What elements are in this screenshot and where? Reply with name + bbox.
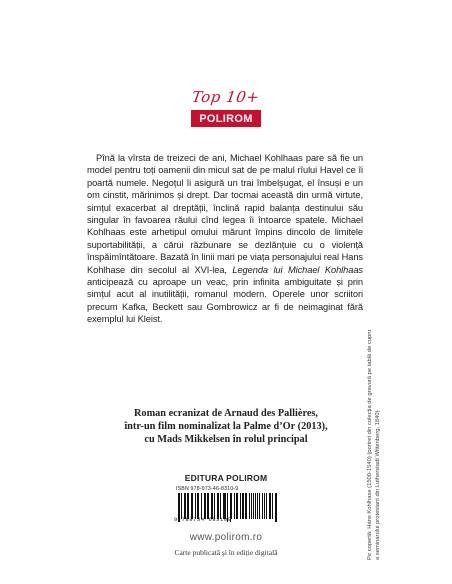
barcode-stripe [214, 493, 215, 519]
barcode-stripe [185, 493, 186, 519]
barcode-stripe [272, 493, 273, 519]
barcode-stripe [245, 493, 246, 519]
barcode-stripe [220, 493, 221, 519]
publisher-imprint: EDITURA POLIROM [184, 473, 268, 483]
barcode-stripe [192, 493, 193, 519]
barcode-stripe [224, 493, 226, 519]
barcode-stripe [259, 493, 260, 519]
barcode-digits: 9 789734 683109 [174, 517, 232, 523]
barcode-stripe [231, 493, 232, 519]
barcode-stripe [270, 493, 271, 519]
book-blurb [87, 152, 363, 326]
barcode-stripe [266, 493, 267, 519]
blurb-title-italic: Legenda lui Michael Kohlhaas [232, 264, 363, 275]
barcode-stripe [237, 493, 238, 519]
barcode-stripe [207, 493, 209, 519]
cover-credit-vertical [366, 204, 383, 560]
film-note-line-2: într-un film nominalizat la Palme d’Or (2013), [124, 420, 328, 432]
barcode-stripe [218, 493, 219, 519]
cover-credit-line-1: Pe copertă: Hans Kohlhase (1500-1540) (portret din colecția de gravură pe tablă de cupru [367, 329, 373, 560]
barcode-stripe [251, 493, 252, 519]
film-adaptation-note [80, 408, 372, 446]
blurb-text-1: Pînă la vîrsta de treizeci de ani, Michael Kohlhaas pare să fie un model pentru toți oamenii din micul sat de pe malul rîului Havel ce îi poartă numele. Negoțul îi asigură un trai îmbelșugat, el însuși e un om cinstit, mărinimos și drept. Dar tocmai această din urmă virtute, simțul exacerbat al dreptății, înclină rapid balanța destinului său singular în favoarea răului cînd legea îi întoarce spatele. Michael Kohlhaas este arhetipul omului mărunt împins dincolo de limitele suportabilității, a cărui răzbunare se dezlănțuie cu o violență înspăimîntătoare. Bazată în linii mari pe viața personajului real Hans Kohlhase din secolul al XVI-lea, [87, 153, 363, 275]
cover-credit-line-2: a seminarului protestant din Lutherstadt Wittenberg, 1840) [375, 410, 382, 560]
barcode-stripe [198, 493, 199, 519]
isbn-barcode-block [172, 486, 280, 528]
isbn-text: ISBN 978-973-46-8310-9 [176, 486, 239, 492]
barcode-stripe [195, 493, 196, 519]
barcode-icon [178, 493, 278, 519]
barcode-stripe [253, 493, 254, 519]
barcode-stripe [181, 493, 182, 519]
barcode-stripe [276, 493, 277, 522]
barcode-stripe [201, 493, 202, 519]
film-note-line-1: Roman ecranizat de Arnaud des Pallières, [134, 408, 318, 419]
blurb-text-2: anticipează cu aproape un veac, prin infinita ambiguitate și prin simțul acut al inutilității, romanul modern. Operele unor scriitori precum Kafka, Beckett sau Gombrowicz ar fi de neimaginat fără exemplul lui Kleist. [87, 277, 363, 325]
film-note-line-3: cu Mads Mikkelsen în rolul principal [144, 433, 308, 445]
barcode-stripe [205, 493, 206, 519]
barcode-stripe [234, 493, 235, 519]
barcode-stripe [187, 493, 189, 519]
barcode-stripe [264, 493, 265, 519]
digital-edition-note: Carte publicată și în ediție digitală [174, 548, 278, 557]
series-name: Top 10+ [191, 88, 261, 106]
barcode-stripe [246, 493, 247, 519]
barcode-stripe [212, 493, 213, 519]
publisher-website: www.polirom.ro [189, 532, 263, 543]
publisher-badge: POLIROM [191, 110, 260, 127]
series-logo [0, 88, 452, 127]
barcode-stripe [257, 493, 258, 519]
barcode-stripe [240, 493, 241, 519]
